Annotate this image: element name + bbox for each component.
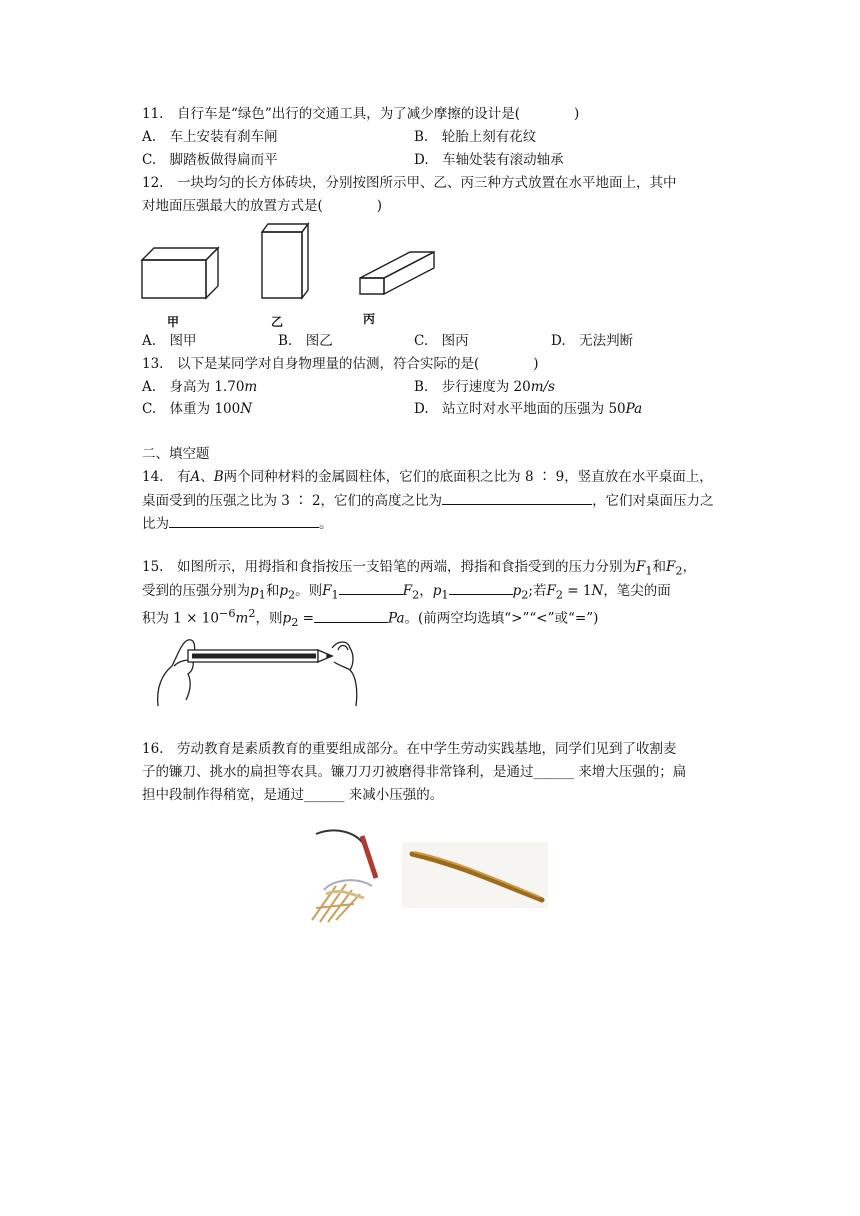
q12-stem-line1: 12. 一块均匀的长方体砖块，分别按图所示甲、乙、丙三种方式放置在水平地面上，其中 — [142, 175, 677, 191]
q11-option-b: B. 轮胎上刻有花纹 — [414, 129, 537, 145]
q15-blank-2[interactable] — [449, 580, 513, 595]
q12-option-d: D. 无法判断 — [551, 333, 634, 349]
q12-option-a: A. 图甲 — [142, 333, 197, 349]
q13-option-c: C. 体重为 100N — [142, 401, 253, 417]
q15-blank-1[interactable] — [339, 580, 403, 595]
q13-option-b: B. 步行速度为 20m/s — [414, 379, 555, 395]
farm-tools-figure — [306, 824, 548, 926]
q13-stem: 13. 以下是某同学对自身物理量的估测，符合实际的是( ) — [142, 356, 539, 372]
q16-line2: 子的镰刀、挑水的扁担等农具。镰刀刀刃被磨得非常锋利，是通过______ 来增大压强的；扁 — [142, 764, 687, 780]
brick-bing — [360, 252, 434, 294]
q13-option-a: A. 身高为 1.70m — [142, 379, 258, 395]
index-hand — [332, 642, 357, 706]
q15-line2: 受到的压强分别为$p_1$和$p_2$。则$F_1$ $F_2$，$p_1$ $p_2$;若$F_2 = 1N$，笔尖的面 — [142, 580, 671, 606]
label-jia: 甲 — [167, 315, 180, 329]
pencil — [188, 650, 332, 662]
q14-line2: 桌面受到的压强之比为 3 ∶ 2，它们的高度之比为 ，它们对桌面压力之 — [142, 490, 714, 511]
q14-blank-2[interactable] — [169, 513, 319, 528]
q12-option-b: B. 图乙 — [278, 333, 333, 349]
q11-option-c: C. 脚踏板做得扁而平 — [142, 152, 278, 168]
q14-blank-1[interactable] — [442, 490, 592, 505]
q15-line3: 积为 $1 \times 10^{-6}m^2$，则$p_2 = Pa$。(前两空均选填“>”“<”或“=”) — [142, 607, 599, 630]
brick-jia — [142, 248, 218, 298]
q12-stem-line2: 对地面压强最大的放置方式是( ) — [142, 198, 383, 214]
q15-blank-3[interactable] — [314, 608, 388, 623]
q14-line3: 比为 。 — [142, 513, 333, 534]
q14-line1: 14. 有A、B两个同种材料的金属圆柱体，它们的底面积之比为 8 ∶ 9，竖直放在水平桌面上， — [142, 469, 713, 485]
brick-figure — [138, 218, 448, 310]
section-heading: 二、填空题 — [142, 446, 210, 462]
q12-option-c: C. 图丙 — [414, 333, 469, 349]
q11-stem: 11. 自行车是“绿色”出行的交通工具，为了减少摩擦的设计是( ) — [142, 106, 580, 122]
q13-option-d: D. 站立时对水平地面的压强为 50Pa — [414, 401, 643, 417]
shoulder-pole-image — [402, 842, 548, 908]
label-bing: 丙 — [363, 312, 376, 326]
sickle-image — [312, 830, 376, 922]
label-yi: 乙 — [271, 315, 284, 329]
q16-line1: 16. 劳动教育是素质教育的重要组成部分。在中学生劳动实践基地，同学们见到了收割麦 — [142, 741, 677, 757]
q16-line3: 担中段制作得稍宽，是通过______ 来减小压强的。 — [142, 787, 444, 803]
pencil-press-figure — [152, 630, 372, 708]
q11-option-d: D. 车轴处装有滚动轴承 — [414, 152, 564, 168]
brick-yi — [262, 224, 308, 298]
q15-line1: 15. 如图所示，用拇指和食指按压一支铅笔的两端，拇指和食指受到的压力分别为$F_1$和$F_2$， — [142, 559, 697, 578]
q11-option-a: A. 车上安装有刹车闸 — [142, 129, 278, 145]
